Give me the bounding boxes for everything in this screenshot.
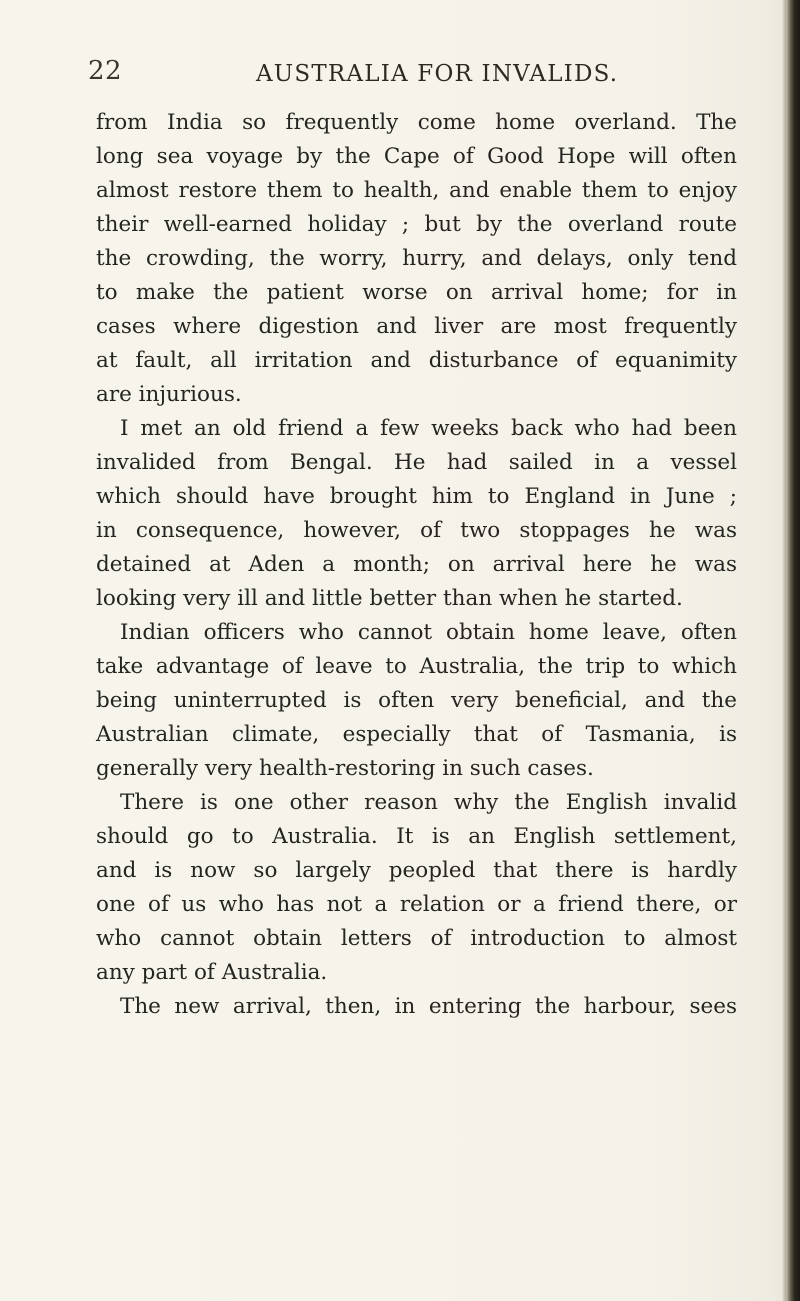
text-line: Australian climate, especially that of Tasmania, is	[96, 722, 737, 747]
text-line: should go to Australia. It is an English settlement,	[96, 824, 737, 849]
text-line: who cannot obtain letters of introduction to almost	[96, 926, 737, 951]
text-line: detained at Aden a month; on arrival here he was	[96, 552, 737, 577]
text-line: The new arrival, then, in entering the harbour, sees	[120, 994, 737, 1019]
text-line: which should have brought him to England in June ;	[96, 484, 737, 509]
text-line: any part of Australia.	[96, 960, 328, 985]
text-line: invalided from Bengal. He had sailed in a vessel	[96, 450, 737, 475]
text-line: looking very ill and little better than when he started.	[96, 586, 683, 611]
body-text	[96, 106, 737, 1024]
running-head	[88, 56, 738, 96]
text-line: There is one other reason why the English invalid	[120, 790, 737, 815]
text-line: generally very health-restoring in such cases.	[96, 756, 594, 781]
text-line: from India so frequently come home overland. The	[96, 110, 737, 135]
book-binding-edge	[786, 0, 800, 1301]
text-line: the crowding, the worry, hurry, and delays, only tend	[96, 246, 737, 271]
text-line: one of us who has not a relation or a friend there, or	[96, 892, 737, 917]
text-line: to make the patient worse on arrival home; for in	[96, 280, 737, 305]
text-line: and is now so largely peopled that there is hardly	[96, 858, 737, 883]
text-line: are injurious.	[96, 382, 242, 407]
text-line: take advantage of leave to Australia, the trip to which	[96, 654, 737, 679]
text-line: long sea voyage by the Cape of Good Hope will often	[96, 144, 737, 169]
text-line: almost restore them to health, and enable them to enjoy	[96, 178, 737, 203]
text-line: cases where digestion and liver are most frequently	[96, 314, 737, 339]
text-line: in consequence, however, of two stoppages he was	[96, 518, 737, 543]
page-number: 22	[88, 56, 123, 86]
text-line: Indian officers who cannot obtain home leave, often	[120, 620, 737, 645]
text-line: at fault, all irritation and disturbance of equanimity	[96, 348, 737, 373]
text-line: their well-earned holiday ; but by the overland route	[96, 212, 737, 237]
text-line: I met an old friend a few weeks back who had been	[120, 416, 737, 441]
running-title: AUSTRALIA FOR INVALIDS.	[256, 61, 619, 87]
text-line: being uninterrupted is often very beneficial, and the	[96, 688, 737, 713]
